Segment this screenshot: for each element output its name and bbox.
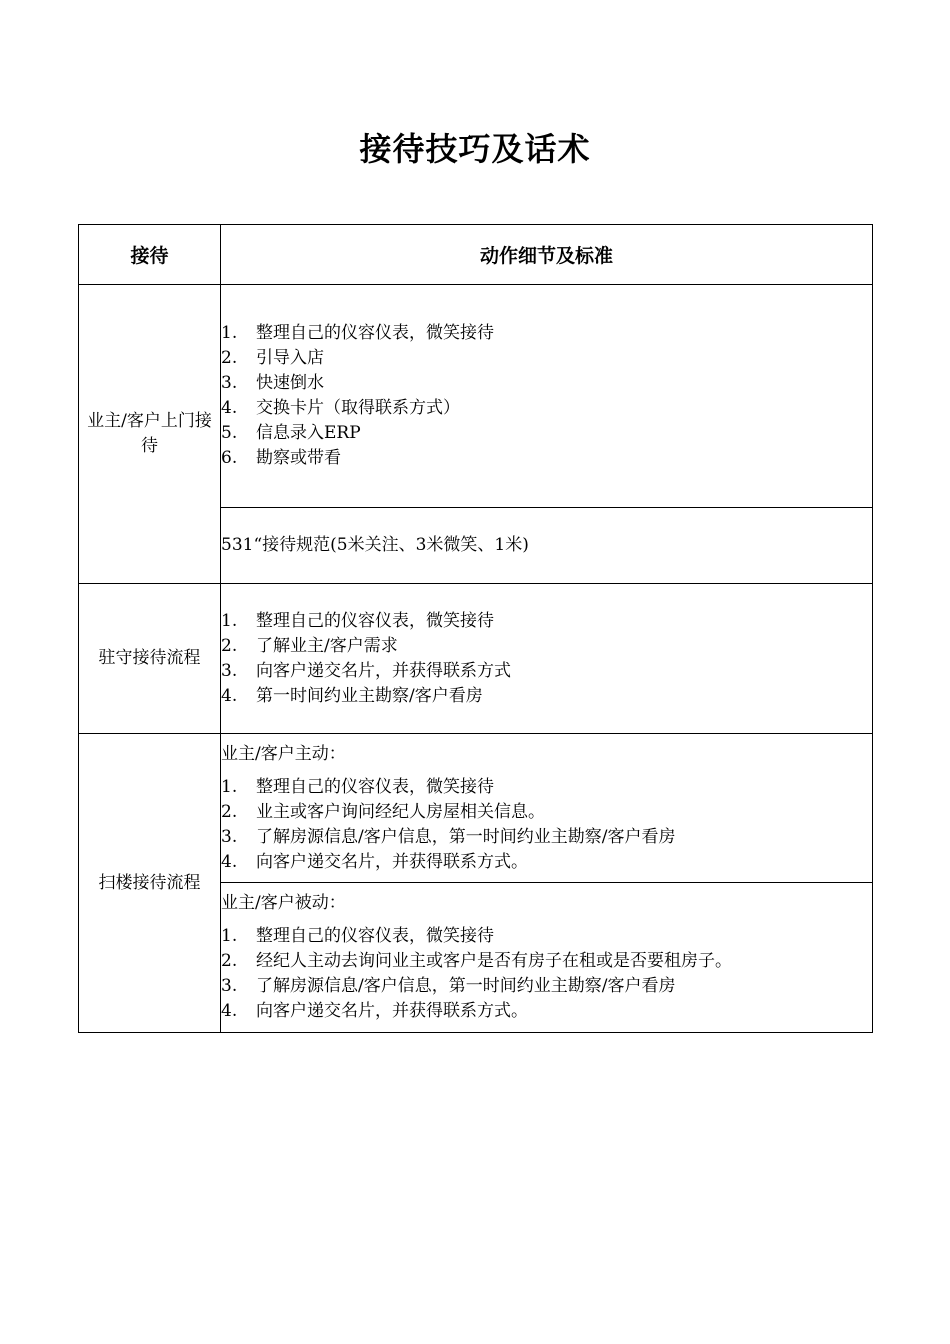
reception-standard-note: 531“接待规范(5米关注、3米微笑、1米) xyxy=(221,508,873,584)
list-item: 1. 整理自己的仪容仪表，微笑接待 xyxy=(221,610,494,631)
section-label-walk-in: 业主/客户上门接待 xyxy=(79,285,221,584)
section-content-stationed xyxy=(221,584,873,734)
document-title: 接待技巧及话术 xyxy=(359,130,591,168)
header-reception: 接待 xyxy=(79,225,221,285)
header-action-details: 动作细节及标准 xyxy=(221,225,873,285)
list-item: 1. 整理自己的仪容仪表，微笑接待 xyxy=(221,776,494,797)
list-item: 4. 向客户递交名片，并获得联系方式。 xyxy=(221,1001,528,1021)
list-item: 3. 快速倒水 xyxy=(221,373,324,393)
steps-list xyxy=(221,321,872,471)
list-item: 3. 了解房源信息/客户信息，第一时间约业主勘察/客户看房 xyxy=(221,976,676,996)
list-item: 4. 向客户递交名片，并获得联系方式。 xyxy=(221,851,528,872)
list-item: 4. 第一时间约业主勘察/客户看房 xyxy=(221,685,483,706)
section-label-building-sweep: 扫楼接待流程 xyxy=(79,734,221,1033)
sub-heading-passive: 业主/客户被动： xyxy=(221,893,346,913)
sub-heading-active: 业主/客户主动： xyxy=(221,743,346,764)
list-item: 2. 了解业主/客户需求 xyxy=(221,635,398,656)
table-row xyxy=(79,584,873,734)
steps-list xyxy=(221,775,872,875)
section-content-active xyxy=(221,734,873,883)
section-content-walk-in xyxy=(221,285,873,508)
list-item: 1. 整理自己的仪容仪表，微笑接待 xyxy=(221,323,494,343)
list-item: 6. 勘察或带看 xyxy=(221,448,341,468)
steps-list xyxy=(221,924,872,1024)
section-content-passive xyxy=(221,883,873,1033)
steps-list xyxy=(221,609,872,709)
reception-table xyxy=(78,224,873,1033)
list-item: 2. 经纪人主动去询问业主或客户是否有房子在租或是否要租房子。 xyxy=(221,951,732,971)
section-label-stationed: 驻守接待流程 xyxy=(79,584,221,734)
list-item: 5. 信息录入ERP xyxy=(221,423,361,443)
list-item: 1. 整理自己的仪容仪表，微笑接待 xyxy=(221,926,494,946)
table-row xyxy=(79,285,873,508)
list-item: 3. 向客户递交名片，并获得联系方式 xyxy=(221,660,511,681)
table-row xyxy=(79,734,873,883)
list-item: 2. 业主或客户询问经纪人房屋相关信息。 xyxy=(221,801,545,822)
list-item: 3. 了解房源信息/客户信息，第一时间约业主勘察/客户看房 xyxy=(221,826,676,847)
table-header-row xyxy=(79,225,873,285)
list-item: 4. 交换卡片（取得联系方式） xyxy=(221,398,460,418)
list-item: 2. 引导入店 xyxy=(221,348,324,368)
